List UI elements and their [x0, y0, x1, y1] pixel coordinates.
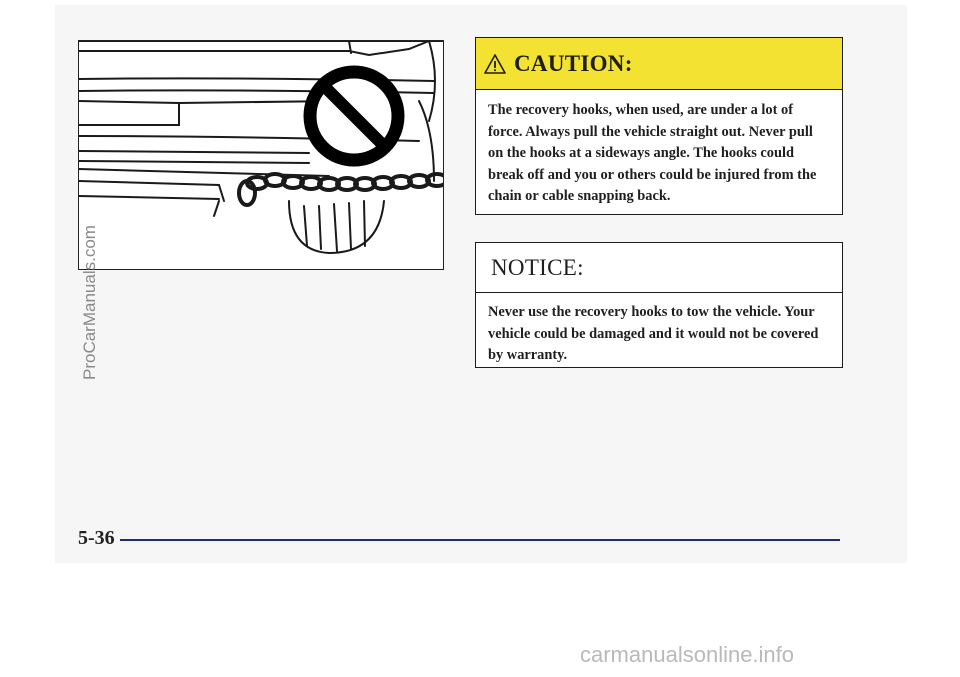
footer-rule — [120, 539, 840, 541]
side-watermark — [80, 362, 280, 380]
notice-box — [475, 242, 843, 368]
vehicle-chain-drawing — [79, 41, 444, 270]
caution-header — [476, 38, 842, 90]
prohibition-icon — [310, 72, 398, 160]
notice-title: NOTICE: — [491, 254, 584, 280]
page-number: 5-36 — [78, 527, 115, 549]
footer-watermark: carmanualsonline.info — [580, 642, 795, 667]
recovery-hook-illustration — [78, 40, 444, 270]
caution-title: CAUTION: — [514, 50, 633, 76]
caution-box — [475, 37, 843, 215]
warning-triangle-icon — [484, 54, 506, 74]
notice-text: Never use the recovery hooks to tow the vehicle. Your vehicle could be damaged and it would not be covered by warranty. — [488, 304, 819, 363]
notice-header — [476, 243, 842, 293]
caution-text: The recovery hooks, when used, are under a lot of force. Always pull the vehicle straight out. Never pull on the hooks at a sideways angle. The hooks could break off and you or others could be injured from the chain or cable snapping back. — [488, 102, 817, 204]
